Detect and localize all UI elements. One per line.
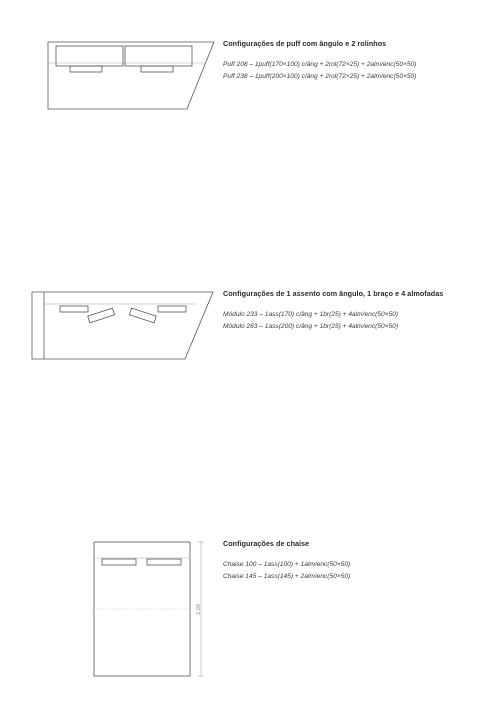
config-line: Puff 208 – 1puff(170×100) c/âng + 2rol(72×25) + 2alm/enc(50×50) [223,61,417,68]
config-line: Módulo 263 – 1ass(200) c/âng + 1br(25) + 4alm/enc(50×50) [223,322,399,330]
modulo-drawing [30,291,215,361]
chaise-dimension-label: 2,00 [196,603,202,615]
config-line: Chaise 145 – 1ass(145) + 2alm/enc(50×50) [223,572,351,580]
config-line: Chaise 100 – 1ass(100) + 1alm/enc(50×50) [223,561,351,568]
section-title: Configurações de 1 assento com ângulo, 1 braço e 4 almofadas [223,289,444,298]
section-title: Configurações de chaise [223,539,310,548]
chaise-drawing [93,541,213,679]
config-line: Módulo 233 – 1ass(170) c/âng + 1br(25) + 4alm/enc(50×50) [223,311,399,318]
section-title: Configurações de puff com ângulo e 2 rolinhos [223,39,387,48]
config-line: Puff 238 – 1puff(200×100) c/âng + 2rol(72×25) + 2alm/enc(50×50) [223,72,417,80]
puff-drawing [46,41,216,111]
